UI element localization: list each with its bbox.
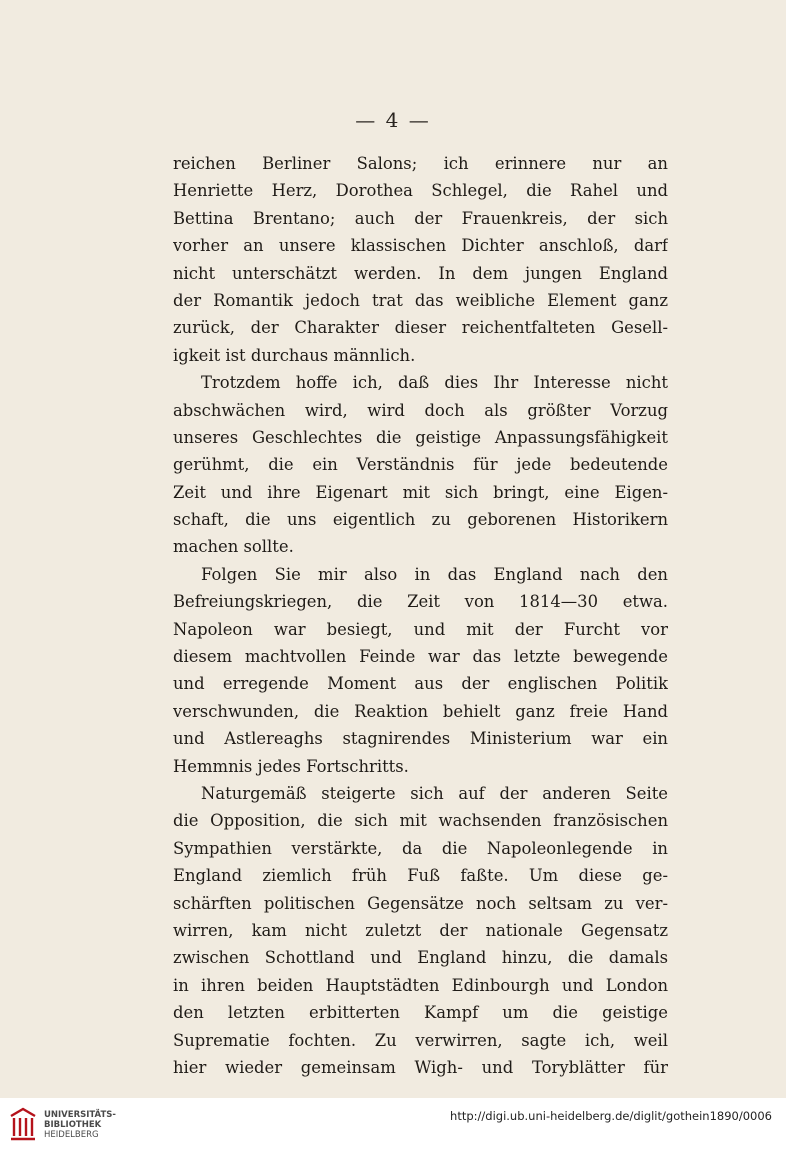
text-line: reichen Berliner Salons; ich erinnere nur an <box>173 154 668 173</box>
university-library-logo-icon <box>8 1106 38 1142</box>
viewer-footer <box>0 1098 786 1157</box>
text-line: Sympathien verstärkte, da die Napoleonlegende in <box>173 838 668 858</box>
text-line: verschwunden, die Reaktion behielt ganz freie Hand <box>173 701 668 721</box>
text-line: schärften politischen Gegensätze noch seltsam zu ver- <box>173 893 668 913</box>
text-line: der Romantik jedoch trat das weibliche Element ganz <box>173 290 668 310</box>
text-line: Bettina Brentano; auch der Frauenkreis, der sich <box>173 208 668 228</box>
text-line: machen sollte. <box>173 537 294 557</box>
text-line: in ihren beiden Hauptstädten Edinbourgh und London <box>173 975 668 995</box>
page-number: — 4 — <box>355 108 431 132</box>
text-line: den letzten erbitterten Kampf um die geistige <box>173 1003 668 1023</box>
body-text <box>173 150 668 1081</box>
text-line: Henriette Herz, Dorothea Schlegel, die Rahel und <box>173 181 668 201</box>
text-line: Suprematie fochten. Zu verwirren, sagte ich, weil <box>173 1030 668 1050</box>
text-line: diesem machtvollen Feinde war das letzte bewegende <box>173 647 668 667</box>
text-line: Folgen Sie mir also in das England nach den <box>201 564 668 584</box>
text-line: igkeit ist durchaus männlich. <box>173 345 416 365</box>
text-line: gerühmt, die ein Verständnis für jede bedeutende <box>173 455 668 475</box>
text-line: zurück, der Charakter dieser reichentfalteten Gesell- <box>173 318 668 338</box>
text-line: die Opposition, die sich mit wachsenden französischen <box>173 811 668 831</box>
library-name <box>44 1110 116 1140</box>
text-line: vorher an unsere klassischen Dichter anschloß, darf <box>173 236 668 256</box>
text-line: Befreiungskriegen, die Zeit von 1814—30 etwa. <box>173 592 668 612</box>
permalink-url[interactable]: http://digi.ub.uni-heidelberg.de/diglit/gothein1890/0006 <box>450 1109 772 1123</box>
library-name-line: BIBLIOTHEK <box>44 1120 102 1130</box>
text-line: Hemmnis jedes Fortschritts. <box>173 756 409 776</box>
text-line: wirren, kam nicht zuletzt der nationale Gegensatz <box>173 920 668 940</box>
library-name-line: UNIVERSITÄTS- <box>44 1110 116 1120</box>
text-line: Zeit und ihre Eigenart mit sich bringt, eine Eigen- <box>173 482 668 502</box>
text-line: hier wieder gemeinsam Wigh- und Toryblätter für <box>173 1057 668 1077</box>
text-line: und Astlereaghs stagnirendes Ministerium war ein <box>173 729 668 749</box>
text-line: Naturgemäß steigerte sich auf der anderen Seite <box>201 783 668 803</box>
text-line: abschwächen wird, wird doch als größter Vorzug <box>173 400 668 420</box>
text-line: schaft, die uns eigentlich zu geborenen Historikern <box>173 510 668 530</box>
text-line: England ziemlich früh Fuß faßte. Um diese ge- <box>173 866 668 886</box>
library-name-line: HEIDELBERG <box>44 1130 99 1140</box>
text-line: Trotzdem hoffe ich, daß dies Ihr Interesse nicht <box>201 373 668 393</box>
text-line: Napoleon war besiegt, und mit der Furcht vor <box>173 619 668 639</box>
text-line: zwischen Schottland und England hinzu, die damals <box>173 948 668 968</box>
text-line: unseres Geschlechtes die geistige Anpassungsfähigkeit <box>173 427 668 447</box>
text-line: und erregende Moment aus der englischen Politik <box>173 674 668 694</box>
text-line: nicht unterschätzt werden. In dem jungen England <box>173 263 668 283</box>
